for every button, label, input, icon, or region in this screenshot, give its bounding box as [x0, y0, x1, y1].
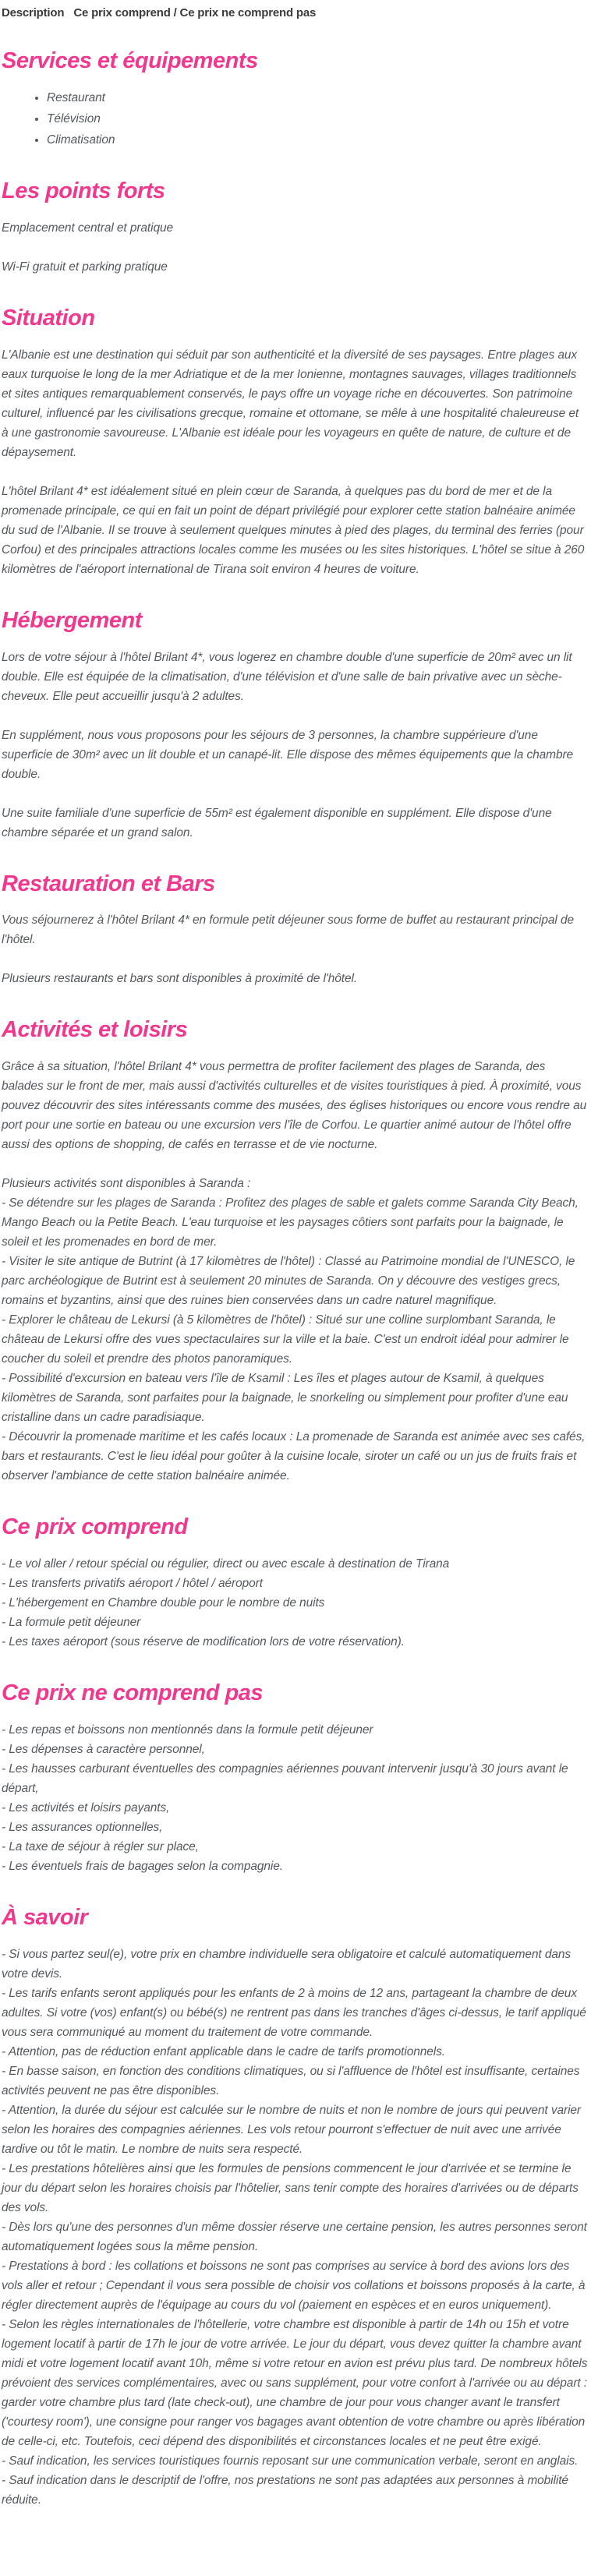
paragraph: Plusieurs restaurants et bars sont disponibles à proximité de l'hôtel.	[2, 972, 358, 986]
paragraph: L'hôtel Brilant 4* est idéalement situé en plein cœur de Saranda, à quelques pas du bord de mer et de la promenade principale, ce qui en fait un point de départ privilégié pour explorer cette station balnéaire animée du sud de l'Albanie. Il se trouve à seulement quelques minutes à pied des plages, du terminal des ferries (pour Corfou) et des principales attractions locales comme les musées ou les sites historiques. L'hôtel se situe à 260 kilomètres de l'aéroport international de Tirana soit environ 4 heures de voiture.	[2, 484, 585, 576]
section-title-hebergement: Hébergement	[2, 607, 142, 633]
good-to-know-line: - Sauf indication, les services touristiques fournis reposant sur une communication verbale, seront en anglais.	[2, 2454, 579, 2468]
section-title-situation: Situation	[2, 305, 95, 330]
price-excluded-line: - Les hausses carburant éventuelles des compagnies aériennes pouvant intervenir jusqu'à 30 jours avant le départ,	[2, 1762, 568, 1796]
price-included-line: - Les taxes aéroport (sous réserve de modification lors de votre réservation).	[2, 1635, 405, 1649]
good-to-know-line: - Les prestations hôtelières ainsi que les formules de pensions commencent le jour d'arrivée et se termine le jour du départ selon les horaires choisis par l'hôtelier, sans tenir compte des horaires d'arrivées ou de départs des vols.	[2, 2162, 579, 2215]
tab-price-details[interactable]: Ce prix comprend / Ce prix ne comprend pas	[73, 6, 317, 19]
good-to-know-line: - Selon les règles internationales de l'hôtellerie, votre chambre est disponible à partir de 14h ou 15h et votre logement locatif à partir de 17h le jour de votre arrivée. Le jour du départ, vous devez quitter la chambre avant midi et votre logement locatif avant 10h, même si votre retour en avion est prévu plus tard. De nombreux hôtels prévoient des services complémentaires, avec ou sans supplément, pour votre confort à l'arrivée ou au départ : garder votre chambre plus tard (late check-out), une chambre de jour pour vous changer avant le transfert ('courtesy room'), une consigne pour ranger vos bagages avant obtention de votre chambre ou après libération de celle-ci, etc. Toutefois, ceci dépend des disponibilités et circonstances locales et ne peut être exigé.	[2, 2318, 588, 2449]
list-item: • Restaurant	[47, 88, 588, 108]
price-excluded-block	[2, 1720, 588, 1876]
list-item: • Climatisation	[47, 130, 588, 150]
services-list	[2, 88, 588, 150]
good-to-know-line: - Les tarifs enfants seront appliqués pour les enfants de 2 à moins de 12 ans, partageant la chambre de deux adultes. Si votre (vos) enfant(s) ou bébé(s) ne rentrent pas dans les tranches d'âges ci-dessus, le tarif appliqué vous sera communiqué au moment du traitement de votre commande.	[2, 1987, 586, 2040]
activity-line: - Possibilité d'excursion en bateau vers l'île de Ksamil : Les îles et plages autour de Ksamil, à quelques kilomètres de Saranda, sont parfaites pour la baignade, le snorkeling ou simplement pour profiter d'une eau cristalline dans un cadre paradisiaque.	[2, 1372, 568, 1425]
section-title-a-savoir: À savoir	[2, 1905, 88, 1931]
activity-line: - Découvrir la promenade maritime et les cafés locaux : La promenade de Saranda est animée avec ses cafés, bars et restaurants. C'est le lieu idéal pour goûter à la cuisine locale, siroter un café ou un jus de fruits frais et observer l'ambiance de cette station balnéaire animée.	[2, 1430, 586, 1483]
tab-bar	[2, 6, 588, 19]
good-to-know-line: - En basse saison, en fonction des conditions climatiques, ou si l'affluence de l'hôtel est insuffisante, certaines activités peuvent ne pas être disponibles.	[2, 2065, 580, 2098]
section-title-restauration: Restauration et Bars	[2, 871, 215, 896]
good-to-know-line: - Attention, la durée du séjour est calculée sur le nombre de nuits et non le nombre de jours qui peuvent varier selon les horaires des compagnies aériennes. Les vols retour pourront s'effectuer de nuit avec une arrivée tardive ou tôt le matin. Le nombre de nuits sera respecté.	[2, 2104, 581, 2157]
paragraph: Wi-Fi gratuit et parking pratique	[2, 260, 168, 274]
section-title-services: Services et équipements	[2, 48, 258, 73]
price-excluded-line: - Les repas et boissons non mentionnés dans la formule petit déjeuner	[2, 1723, 373, 1737]
price-excluded-line: - Les éventuels frais de bagages selon la compagnie.	[2, 1860, 284, 1874]
paragraph: En supplément, nous vous proposons pour les séjours de 3 personnes, la chambre suppérieure d'une superficie de 30m² avec un lit double et un canapé-lit. Elle dispose des mêmes équipements que la chambre double.	[2, 728, 574, 781]
activity-line: Plusieurs activités sont disponibles à Saranda :	[2, 1177, 251, 1191]
paragraph: Une suite familiale d'une superficie de 55m² est également disponible en supplément. Elle dispose d'une chambre séparée et un grand salon.	[2, 806, 552, 839]
section-title-prix-ne-comprend-pas: Ce prix ne comprend pas	[2, 1680, 263, 1706]
activity-line: - Explorer le château de Lekursi (à 5 kilomètres de l'hôtel) : Situé sur une colline surplombant Saranda, le château de Lekursi offre des vues spectaculaires sur la ville et la baie. C'est un endroit idéal pour admirer le coucher du soleil et prendre des photos panoramiques.	[2, 1313, 569, 1366]
tab-description[interactable]: Description	[2, 6, 65, 19]
activities-list-block	[2, 1174, 588, 1486]
good-to-know-line: - Attention, pas de réduction enfant applicable dans le cadre de tarifs promotionnels.	[2, 2045, 445, 2059]
price-included-line: - L'hébergement en Chambre double pour le nombre de nuits	[2, 1596, 325, 1610]
activity-line: - Visiter le site antique de Butrint (à 17 kilomètres de l'hôtel) : Classé au Patrimoine mondial de l'UNESCO, le parc archéologique de Butrint est à seulement 20 minutes de Saranda. On y découvre des vestiges grecs, romains et byzantins, ainsi que des ruines bien conservées dans un cadre naturel magnifique.	[2, 1255, 575, 1308]
price-included-block	[2, 1554, 588, 1652]
activity-line: - Se détendre sur les plages de Saranda : Profitez des plages de sable et galets comme Saranda City Beach, Mango Beach ou la Petite Beach. L'eau turquoise et les paysages côtiers sont parfaits pour la baignade, le soleil et les promenades en bord de mer.	[2, 1196, 579, 1249]
price-included-line: - La formule petit déjeuner	[2, 1616, 141, 1630]
list-item: • Télévision	[47, 109, 588, 129]
section-title-activites: Activités et loisirs	[2, 1017, 188, 1043]
paragraph: Emplacement central et pratique	[2, 221, 174, 235]
good-to-know-line: - Dès lors qu'une des personnes d'un même dossier réserve une certaine pension, les autres personnes seront automatiquement logées sous la même pension.	[2, 2221, 587, 2254]
paragraph: Lors de votre séjour à l'hôtel Brilant 4*, vous logerez en chambre double d'une superficie de 20m² avec un lit double. Elle est équipée de la climatisation, d'une télévision et d'une salle de bain privative avec un sèche-cheveux. Elle peut accueillir jusqu'à 2 adultes.	[2, 650, 572, 703]
price-excluded-line: - La taxe de séjour à régler sur place,	[2, 1840, 199, 1854]
paragraph: Vous séjournerez à l'hôtel Brilant 4* en formule petit déjeuner sous forme de buffet au restaurant principal de l'hôtel.	[2, 913, 574, 947]
price-included-line: - Les transferts privatifs aéroport / hôtel / aéroport	[2, 1577, 263, 1591]
price-included-line: - Le vol aller / retour spécial ou régulier, direct ou avec escale à destination de Tirana	[2, 1557, 450, 1571]
paragraph: Grâce à sa situation, l'hôtel Brilant 4* vous permettra de profiter facilement des plages de Saranda, des balades sur le front de mer, mais aussi d'activités culturelles et de visites touristiques à pied. À proximité, vous pouvez découvrir des sites intéressants comme des musées, des églises historiques ou encore vous rendre au port pour une sortie en bateau ou une excursion vers l'île de Corfou. Le quartier animé autour de l'hôtel offre aussi des options de shopping, de cafés en terrasse et de vie nocturne.	[2, 1060, 587, 1152]
section-title-prix-comprend: Ce prix comprend	[2, 1514, 188, 1540]
section-title-points-forts: Les points forts	[2, 178, 165, 203]
good-to-know-line: - Prestations à bord : les collations et boissons ne sont pas comprises au service à bord des avions lors des vols aller et retour ; Cependant il vous sera possible de choisir vos collations et boissons proposés à la carte, à régler directement auprès de l'équipage au cours du vol (paiement en espèces et en euros uniquement).	[2, 2260, 586, 2313]
paragraph: L'Albanie est une destination qui séduit par son authenticité et la diversité de ses paysages. Entre plages aux eaux turquoise le long de la mer Adriatique et de la mer Ionienne, montagnes sauvages, villages traditionnels et sites antiques remarquablement conservés, le pays offre un voyage riche en découvertes. Son patrimoine culturel, influencé par les civilisations grecque, romaine et ottomane, se mêle à une hospitalité chaleureuse et à une gastronomie savoureuse. L'Albanie est idéale pour les voyageurs en quête de nature, de culture et de dépaysement.	[2, 348, 579, 459]
price-excluded-line: - Les assurances optionnelles,	[2, 1821, 163, 1835]
price-excluded-line: - Les dépenses à caractère personnel,	[2, 1743, 205, 1757]
good-to-know-line: - Sauf indication dans le descriptif de l'offre, nos prestations ne sont pas adaptées aux personnes à mobilité réduite.	[2, 2474, 568, 2507]
good-to-know-block	[2, 1945, 588, 2510]
price-excluded-line: - Les activités et loisirs payants,	[2, 1801, 170, 1815]
good-to-know-line: - Si vous partez seul(e), votre prix en chambre individuelle sera obligatoire et calculé automatiquement dans votre devis.	[2, 1948, 572, 1981]
